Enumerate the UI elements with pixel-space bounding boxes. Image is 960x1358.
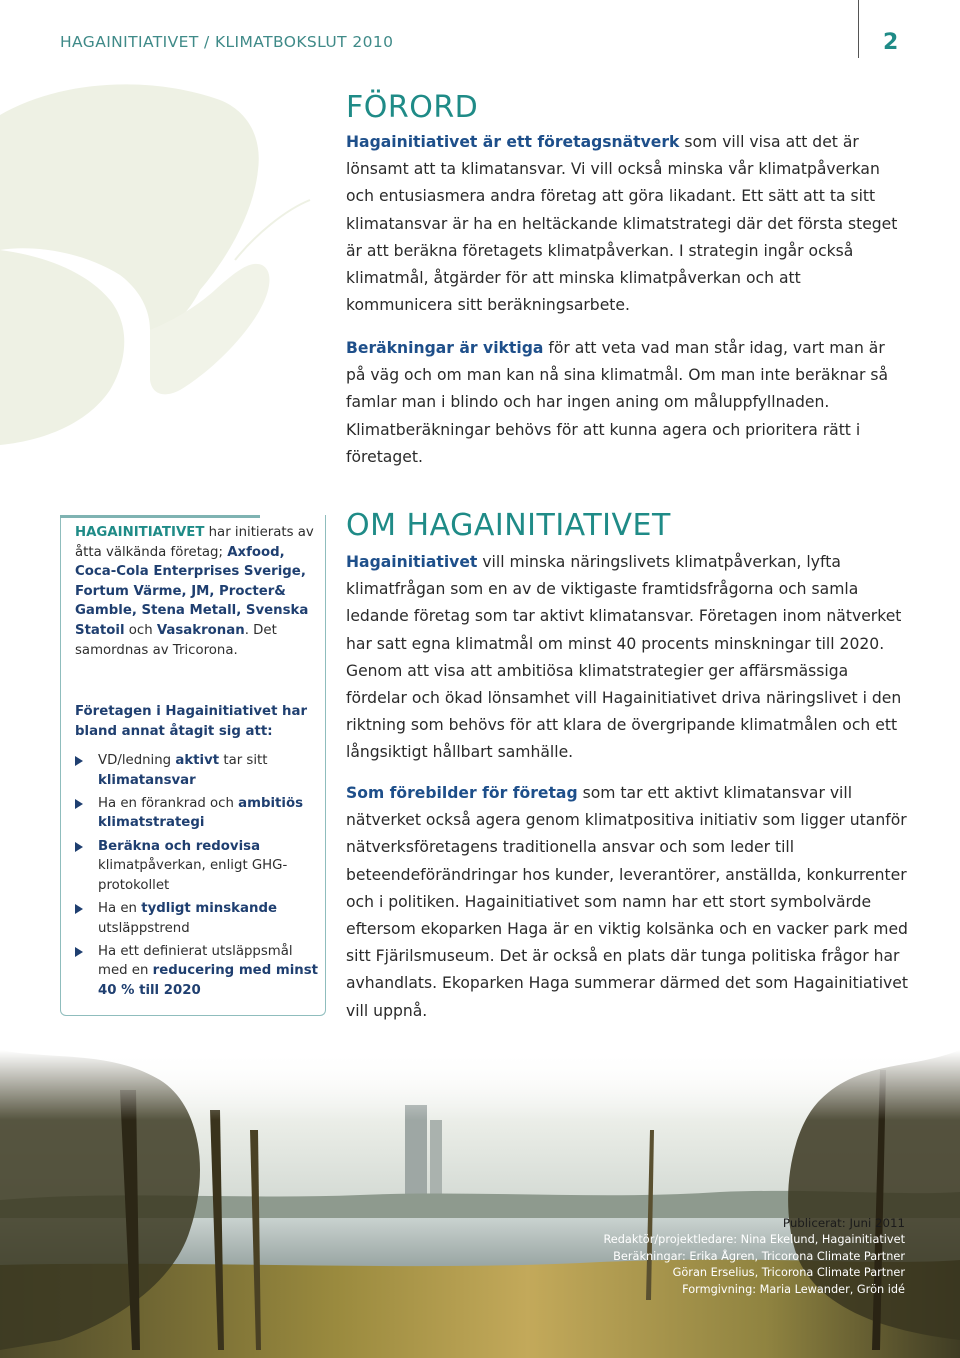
header-divider (858, 0, 859, 58)
credit-editor: Redaktör/projektledare: Nina Ekelund, Hagainitiativet (603, 1232, 905, 1246)
credit-published: Publicerat: Juni 2011 (782, 1216, 905, 1230)
sidebar-intro-2: . Det samordnas av Tricorona. (75, 622, 277, 658)
sidebar-last-company: Vasakronan (156, 622, 245, 638)
triangle-bullet-icon (75, 756, 83, 766)
page-number: 2 (883, 30, 899, 55)
forord-p2-lead: Beräkningar är viktiga (346, 339, 544, 357)
forord-p1-lead: Hagainitiativet är ett företagsnätverk (346, 133, 680, 151)
triangle-bullet-icon (75, 947, 83, 957)
om-paragraph-1 (346, 549, 911, 767)
item-emph: aktivt (175, 753, 220, 768)
item-emph: reducering med minst 40 % till 2020 (98, 963, 319, 998)
credit-calculations-2: Göran Erselius, Tricorona Climate Partner (672, 1266, 905, 1280)
credit-calculations: Beräkningar: Erika Ågren, Tricorona Climate Partner (613, 1249, 905, 1263)
triangle-bullet-icon (75, 842, 83, 852)
forord-paragraph-2 (346, 335, 906, 471)
list-item (75, 942, 319, 1001)
item-text: VD/ledning (98, 753, 176, 768)
publication-credits (603, 1215, 905, 1299)
item-emph: klimatansvar (98, 772, 196, 788)
forord-paragraph-1 (346, 129, 906, 319)
om-p2-lead: Som förebilder för företag (346, 784, 578, 802)
sidebar-intro-1: har initierats av åtta välkända företag; (75, 525, 314, 560)
credit-design: Formgivning: Maria Lewander, Grön idé (682, 1283, 905, 1297)
item-text: Ha en förankrad och (98, 795, 239, 811)
list-item (75, 751, 319, 790)
sidebar-intro (75, 523, 319, 660)
sidebar-brand: HAGAINITIATIVET (75, 525, 205, 540)
forord-p1-text: som vill visa att det är lönsamt att ta klimatansvar. Vi vill också minska vår klimatpåverkan och entusiasmera andra företag att göra likadant. Ett sätt att ta sitt klimatansvar är ha en heltäckande klimatstrategi där det första steget är att beräkna företagets klimatpåverkan. I strategin ingår också klimatmål, åtgärder för att minska klimatpåverkan och att kommunicera sitt beräkningsarbete. (346, 133, 898, 315)
item-text: Ha ett definierat utsläppsmål med en (98, 943, 293, 979)
butterfly-watermark-icon (0, 60, 330, 460)
item-text: utsläppstrend (98, 920, 190, 936)
item-emph: Beräkna och redovisa (98, 838, 261, 854)
section-heading-om: OM HAGAINITIATIVET (346, 508, 671, 543)
sidebar-box (60, 515, 326, 1016)
list-item (75, 899, 319, 938)
item-text: Ha en (98, 900, 142, 916)
om-p1-lead: Hagainitiativet (346, 553, 478, 571)
om-paragraph-2 (346, 780, 911, 1025)
item-emph: klimatstrategi (98, 815, 205, 831)
park-landscape-photo (0, 1050, 960, 1358)
om-p1-text: vill minska näringslivets klimatpåverkan, lyfta klimatfrågan som en av de viktigaste framtidsfrågorna och samla ledande företag som tar aktivt klimatansvar. Företagen inom nätverket har satt egna klimatmål om minst 40 procents minskningar till 2020. Genom att visa att ambitiösa klimatstrategier ger affärsmässiga fördelar och ökad lönsamhet vill Hagainitiativet driva näringslivet i den riktning som behövs för att klara de övergripande klimatmålen och ett långsiktigt hållbart samhälle. (346, 553, 902, 762)
sidebar-companies: Axfood, Coca-Cola Enterprises Sverige, Fortum Värme, JM, Procter& Gamble, Stena Metall, Svenska Statoil (75, 544, 309, 638)
list-item (75, 837, 319, 896)
sidebar-och: och (124, 622, 157, 638)
item-text: klimatpåverkan, enligt GHG-protokollet (98, 858, 288, 893)
sidebar-top-rule (60, 515, 260, 518)
item-emph: tydligt minskande (141, 900, 277, 916)
om-p2-text: som tar ett aktivt klimatansvar vill nätverket också agera genom klimatpositiva initiativ som ligger utanför nätverksföretagens traditionella ansvar och som leder till beteendeförändringar hos kunder, leverantörer, anställda, konkurrenter och i politiken. Hagainitiativet som namn har ett stort symbolvärde eftersom ekoparken Haga är en viktig kolsänka och en vacker park med sitt Fjärilsmuseum. Det är också en plats där tunga politiska frågor har avhandlats. Ekoparken Haga summerar därmed det som Hagainitiativet vill uppnå. (346, 784, 908, 1020)
list-item (75, 794, 319, 833)
running-header: HAGAINITIATIVET / KLIMATBOKSLUT 2010 (60, 33, 394, 51)
triangle-bullet-icon (75, 904, 83, 914)
section-heading-forord: FÖRORD (346, 90, 479, 125)
sidebar-commitment-list (75, 751, 319, 1004)
triangle-bullet-icon (75, 799, 83, 809)
item-text: tar sitt (219, 753, 268, 768)
forord-p2-text: för att veta vad man står idag, vart man är på väg och om man kan nå sina klimatmål. Om man inte beräknar så famlar man i blindo och har ingen aning om måluppfyllnaden. Klimatberäkningar behövs för att kunna agera och prioritera rätt i företaget. (346, 339, 889, 466)
sidebar-commit-heading: Företagen i Hagainitiativet har bland annat åtagit sig att: (75, 704, 308, 739)
item-emph: ambitiös (238, 795, 304, 811)
